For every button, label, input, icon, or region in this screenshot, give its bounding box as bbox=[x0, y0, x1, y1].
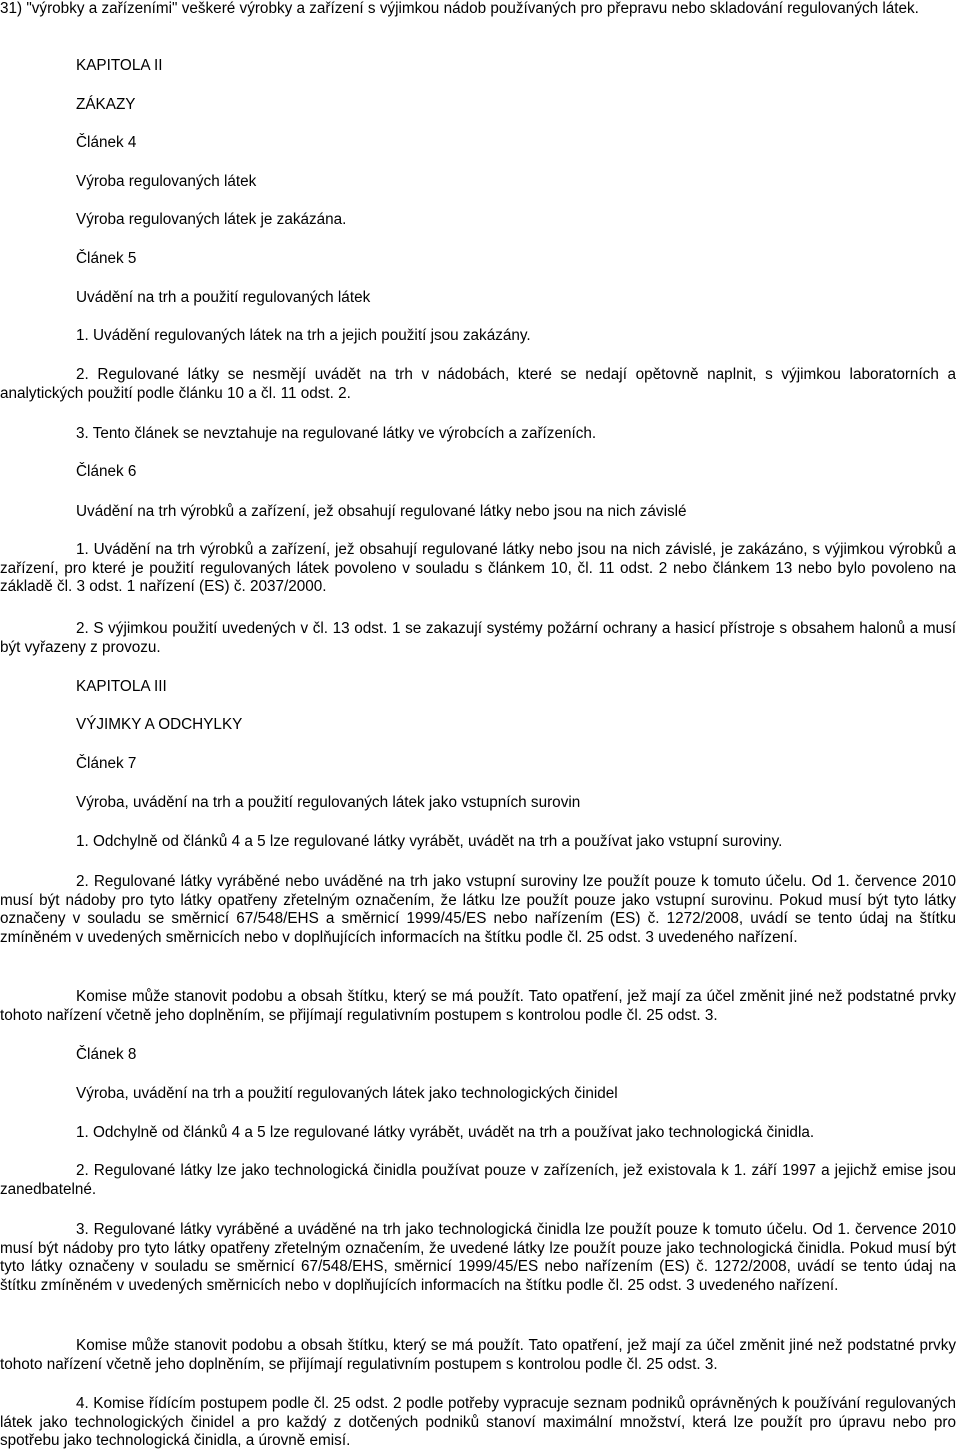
article-7-heading: Článek 7 bbox=[76, 755, 137, 772]
article-8-paragraph-1: 1. Odchylně od článků 4 a 5 lze regulované látky vyrábět, uvádět na trh a používat jako technologická činidla. bbox=[76, 1124, 815, 1141]
article-6-title: Uvádění na trh výrobků a zařízení, jež obsahují regulované látky nebo jsou na nich závislé bbox=[76, 503, 687, 520]
definition-paragraph-31: 31) "výrobky a zařízeními" veškeré výrobky a zařízení s výjimkou nádob používaných pro přepravu nebo skladování regulovaných látek. bbox=[0, 0, 919, 17]
chapter-title-vyjimky: VÝJIMKY A ODCHYLKY bbox=[76, 716, 243, 733]
article-8-paragraph-4: 4. Komise řídícím postupem podle čl. 25 odst. 2 podle potřeby vypracuje seznam podniků oprávněných k používání regulovaných látek jako technologických činidel a pro každý z dotčených podniků stanoví maximální množství, která lze použít pro úpravu nebo pro spotřebu jako technologická činidla, a úrovně emisí. bbox=[0, 1395, 956, 1449]
article-8-heading: Článek 8 bbox=[76, 1046, 137, 1063]
article-7-paragraph-2: 2. Regulované látky vyráběné nebo uváděné na trh jako vstupní suroviny lze použít pouze k tomuto účelu. Od 1. července 2010 musí být nádoby pro tyto látky opatřeny zřetelným označením, že látku lze použít pouze jako vstupní surovinu. Pokud musí být tyto látky označeny v souladu se směrnicí 67/548/EHS a směrnicí 1999/45/ES nebo nařízením (ES) č. 1272/2008, uvádí se tento údaj na štítku zmíněném v uvedených směrnicích nebo v doplňujících informacích na štítku podle čl. 25 odst. 3 uvedeného nařízení. bbox=[0, 873, 956, 946]
article-5-paragraph-2: 2. Regulované látky se nesmějí uvádět na trh v nádobách, které se nedají opětovně naplnit, s výjimkou laboratorních a analytických použití podle článku 10 a čl. 11 odst. 2. bbox=[0, 366, 956, 402]
article-7-commission-paragraph: Komise může stanovit podobu a obsah štítku, který se má použít. Tato opatření, jež mají za účel změnit jiné než podstatné prvky tohoto nařízení včetně jeho doplněním, se přijímají regulativním postupem s kontrolou podle čl. 25 odst. 3. bbox=[0, 988, 956, 1024]
article-6-paragraph-1: 1. Uvádění na trh výrobků a zařízení, jež obsahují regulované látky nebo jsou na nich závislé, je zakázáno, s výjimkou výrobků a zařízení, pro které je použití regulovaných látek povoleno v souladu s článkem 10, čl. 11 odst. 2 nebo článkem 13 nebo bylo povoleno na základě čl. 3 odst. 1 nařízení (ES) č. 2037/2000. bbox=[0, 541, 956, 595]
article-7-paragraph-1: 1. Odchylně od článků 4 a 5 lze regulované látky vyrábět, uvádět na trh a používat jako vstupní suroviny. bbox=[76, 833, 783, 850]
article-6-heading: Článek 6 bbox=[76, 463, 137, 480]
article-5-title: Uvádění na trh a použití regulovaných látek bbox=[76, 289, 371, 306]
article-8-paragraph-2: 2. Regulované látky lze jako technologická činidla používat pouze v zařízeních, jež existovala k 1. září 1997 a jejichž emise jsou zanedbatelné. bbox=[0, 1162, 956, 1198]
article-4-title: Výroba regulovaných látek bbox=[76, 173, 257, 190]
chapter-title-zakazy: ZÁKAZY bbox=[76, 96, 136, 113]
article-4-paragraph: Výroba regulovaných látek je zakázána. bbox=[76, 211, 347, 228]
chapter-heading-ii: KAPITOLA II bbox=[76, 57, 163, 74]
article-5-paragraph-1: 1. Uvádění regulovaných látek na trh a jejich použití jsou zakázány. bbox=[76, 327, 531, 344]
article-4-heading: Článek 4 bbox=[76, 134, 137, 151]
article-6-paragraph-2: 2. S výjimkou použití uvedených v čl. 13 odst. 1 se zakazují systémy požární ochrany a hasicí přístroje s obsahem halonů a musí být vyřazeny z provozu. bbox=[0, 620, 956, 656]
article-8-commission-paragraph: Komise může stanovit podobu a obsah štítku, který se má použít. Tato opatření, jež mají za účel změnit jiné než podstatné prvky tohoto nařízení včetně jeho doplněním, se přijímají regulativním postupem s kontrolou podle čl. 25 odst. 3. bbox=[0, 1337, 956, 1373]
article-8-title: Výroba, uvádění na trh a použití regulovaných látek jako technologických činidel bbox=[76, 1085, 618, 1102]
article-7-title: Výroba, uvádění na trh a použití regulovaných látek jako vstupních surovin bbox=[76, 794, 581, 811]
article-5-paragraph-3: 3. Tento článek se nevztahuje na regulované látky ve výrobcích a zařízeních. bbox=[76, 425, 597, 442]
article-8-paragraph-3: 3. Regulované látky vyráběné a uváděné na trh jako technologická činidla lze použít pouze k tomuto účelu. Od 1. července 2010 musí být nádoby pro tyto látky opatřeny zřetelným označením, že uvedené látky lze použít pouze jako technologická činidla. Pokud musí být tyto látky označeny v souladu se směrnicí 67/548/EHS, směrnicí 1999/45/ES nebo nařízením (ES) č. 1272/2008, uvádí se tento údaj na štítku zmíněném v uvedených směrnicích nebo v doplňujících informacích na štítku podle čl. 25 odst. 3 uvedeného nařízení. bbox=[0, 1221, 956, 1294]
chapter-heading-iii: KAPITOLA III bbox=[76, 678, 167, 695]
article-5-heading: Článek 5 bbox=[76, 250, 137, 267]
